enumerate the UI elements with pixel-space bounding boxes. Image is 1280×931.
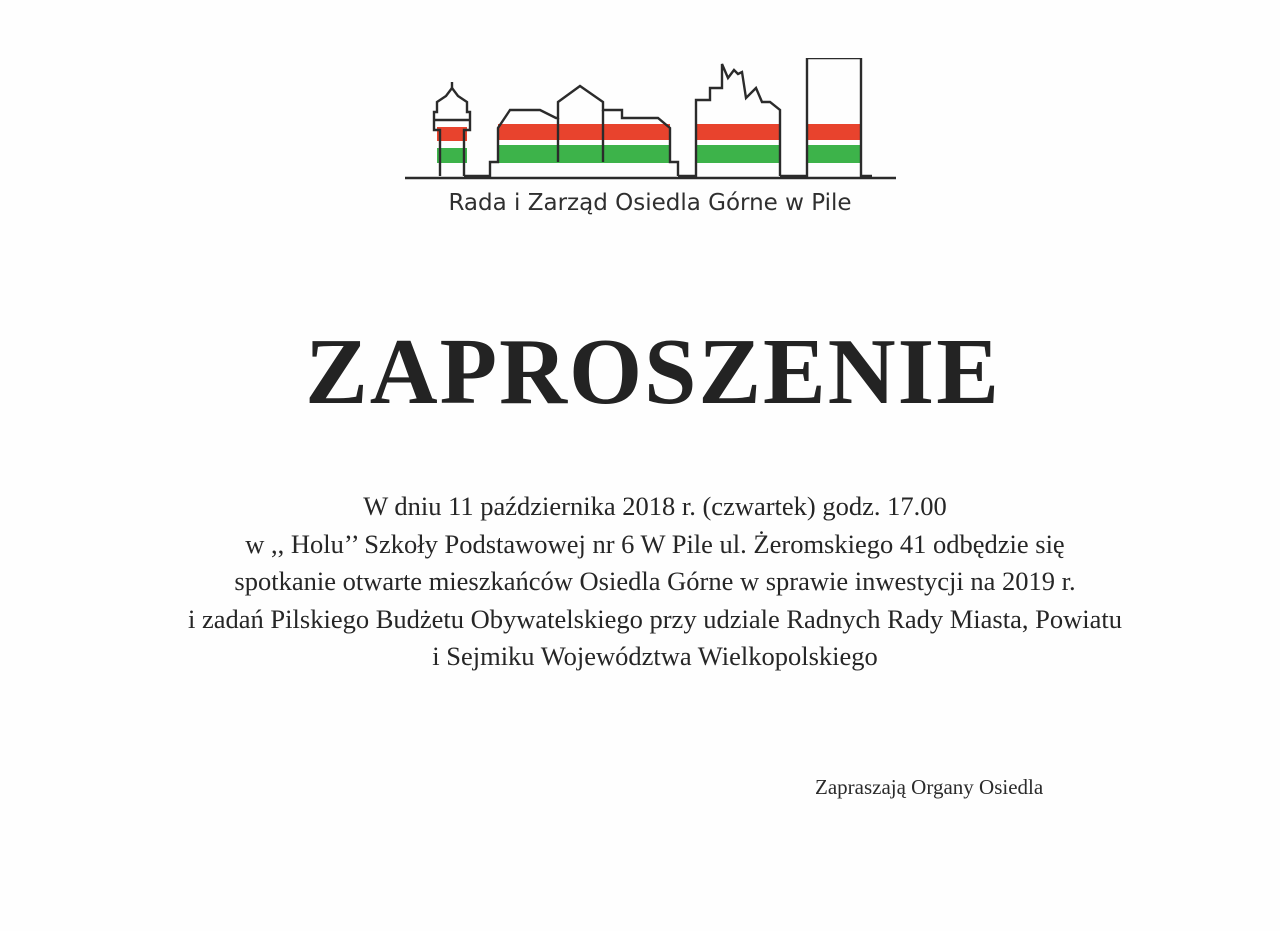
page-title: ZAPROSZENIE <box>305 320 1001 424</box>
stripe-green <box>807 145 861 163</box>
stripe-green <box>498 145 670 163</box>
stripe-red <box>807 124 861 140</box>
invitation-body <box>100 488 1210 676</box>
stripe-red <box>437 127 467 141</box>
body-line: i Sejmiku Województwa Wielkopolskiego <box>432 641 878 671</box>
body-line: i zadań Pilskiego Budżetu Obywatelskiego przy udziale Radnych Rady Miasta, Powiatu <box>188 603 1122 634</box>
skyline-logo <box>400 58 900 188</box>
stripe-green <box>437 148 467 163</box>
org-name: Rada i Zarząd Osiedla Górne w Pile <box>448 190 852 216</box>
stripe-red <box>498 124 670 140</box>
body-line: spotkanie otwarte mieszkańców Osiedla Górne w sprawie inwestycji na 2019 r. <box>234 566 1076 596</box>
stripe-green <box>696 145 780 163</box>
flag-stripes <box>437 124 861 163</box>
body-line: w ,, Holu’’ Szkoły Podstawowej nr 6 W Pile ul. Żeromskiego 41 odbędzie się <box>245 528 1065 559</box>
signature: Zapraszają Organy Osiedla <box>815 775 1044 799</box>
stripe-red <box>696 124 780 140</box>
body-line: W dniu 11 października 2018 r. (czwartek) godz. 17.00 <box>363 491 947 521</box>
